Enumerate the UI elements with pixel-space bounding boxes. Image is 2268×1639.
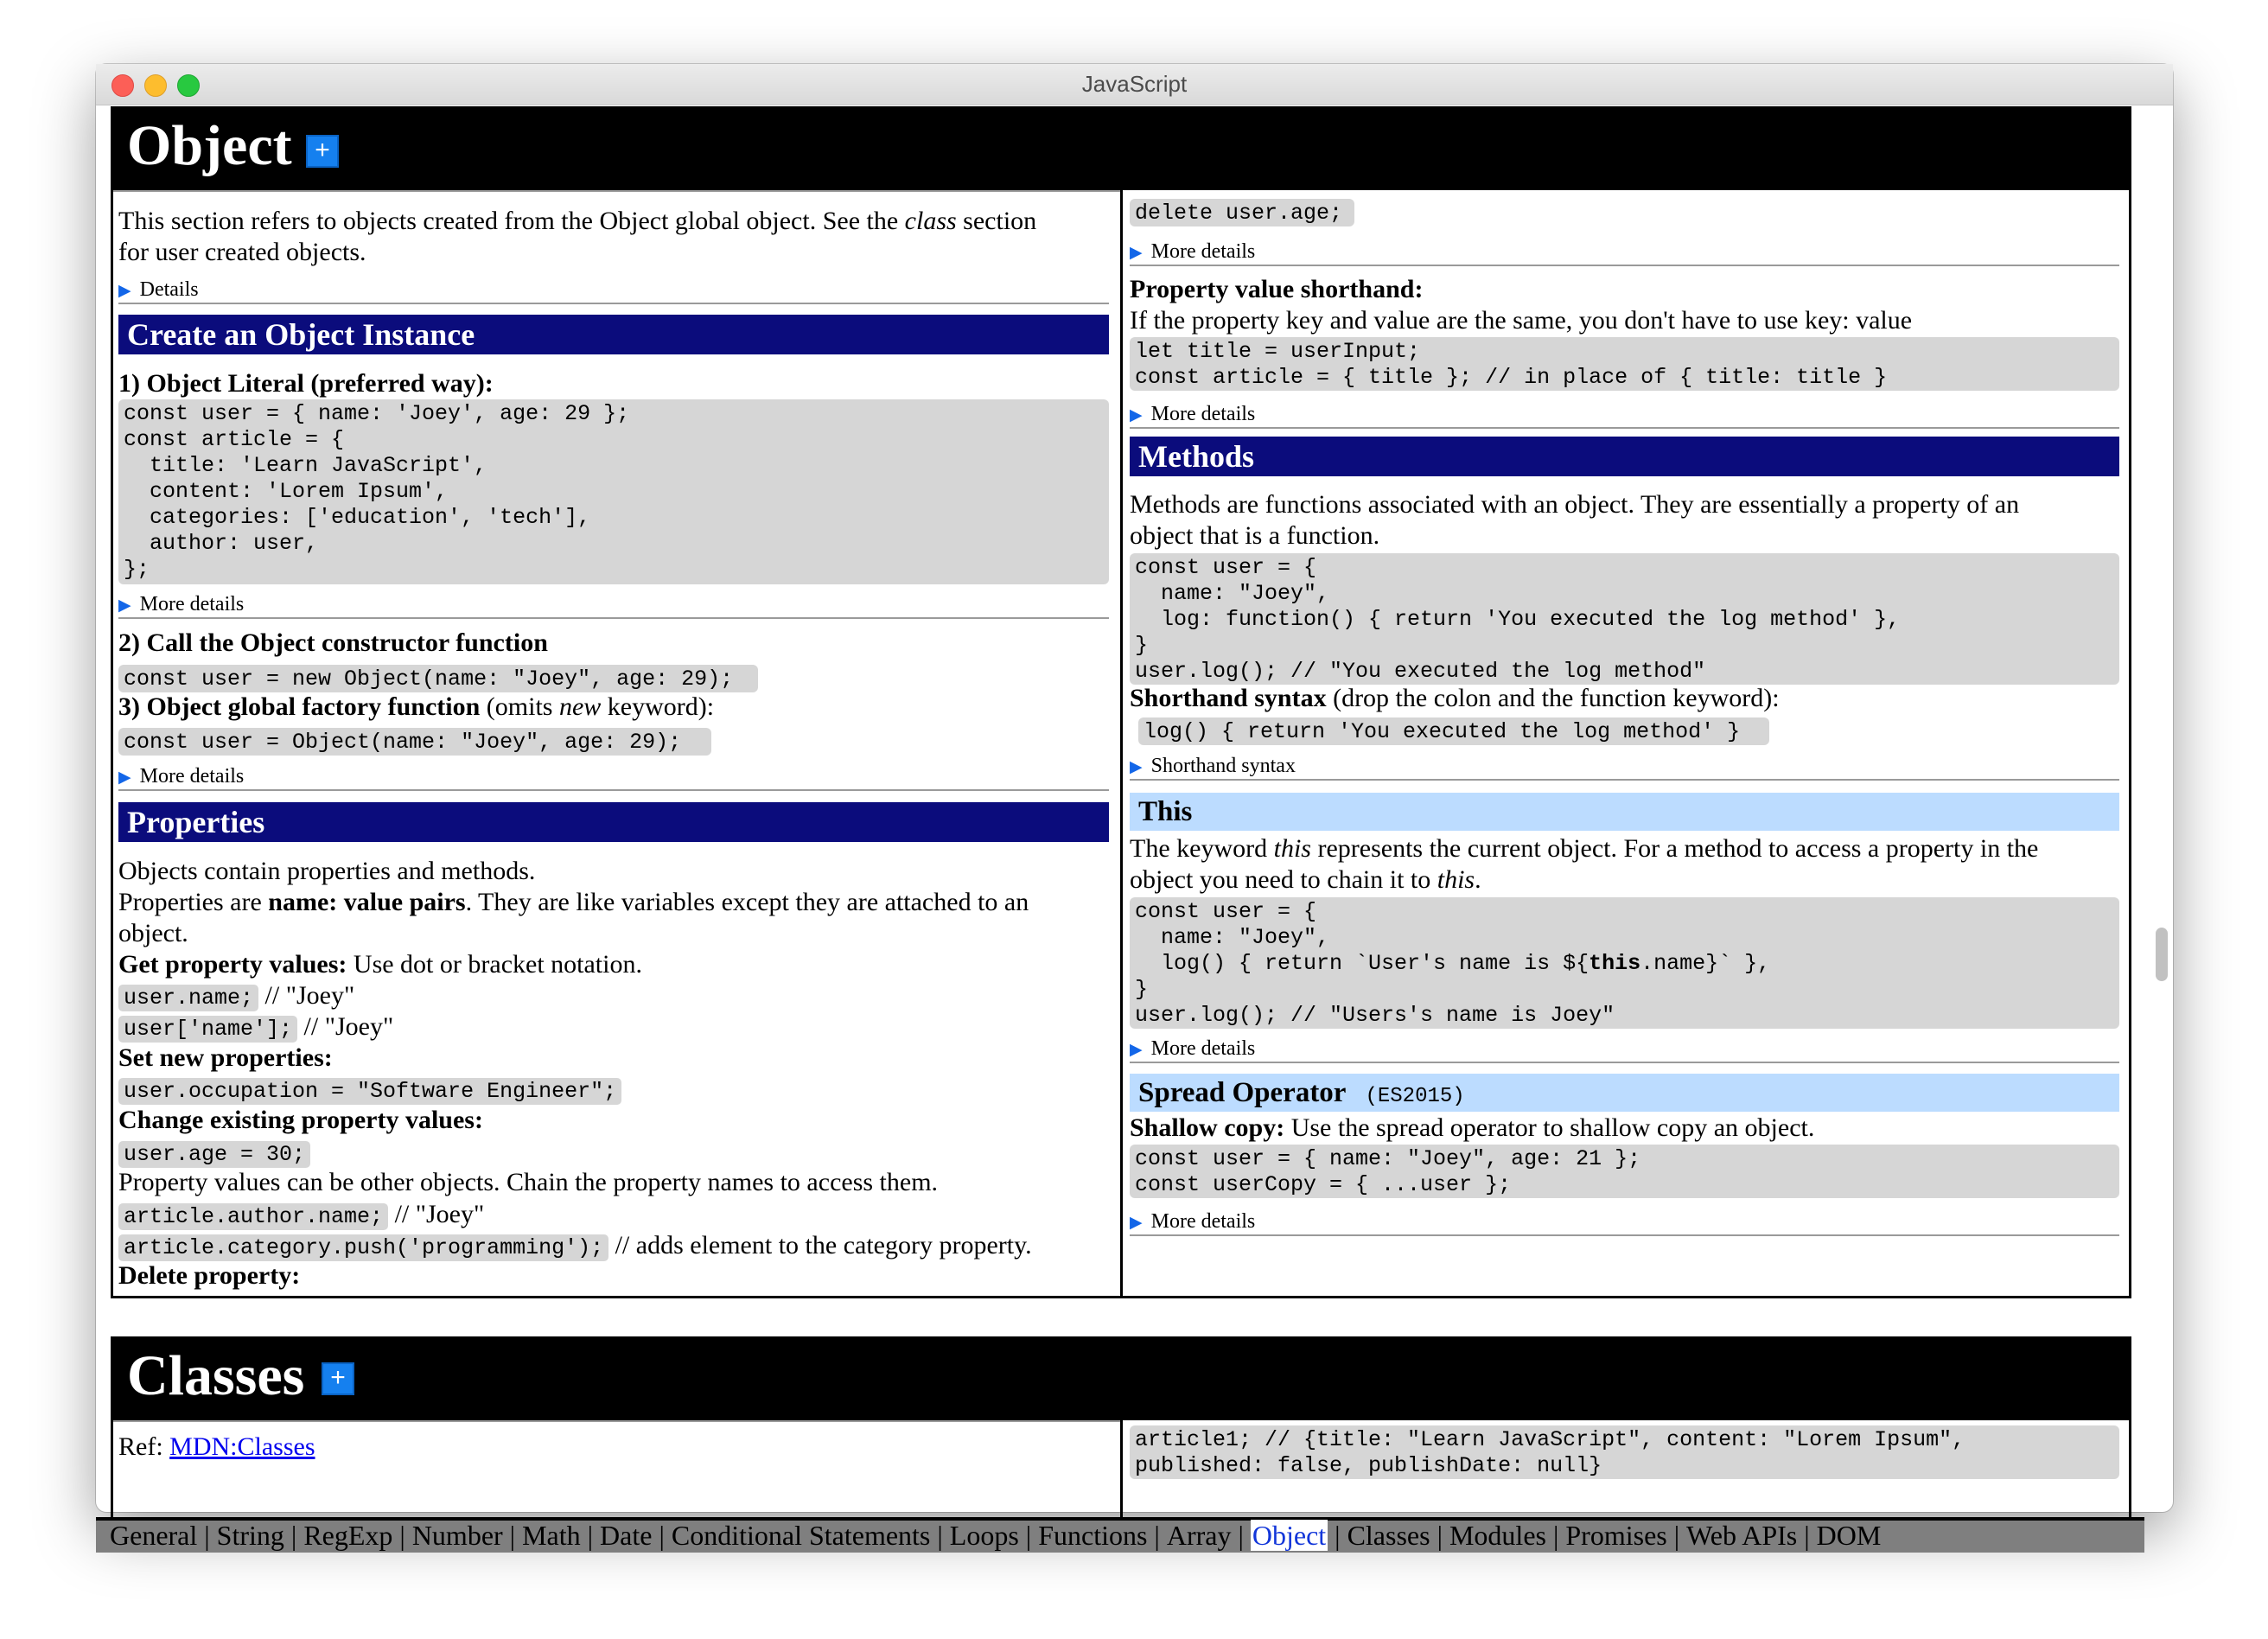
constructor-code: const user = new Object(name: "Joey", age: 29); (118, 665, 758, 692)
more-details-toggle[interactable]: ▶ More details (118, 765, 1109, 791)
nav-separator: | (659, 1520, 665, 1551)
nav-separator: | (1673, 1520, 1680, 1551)
set-example: user.occupation = "Software Engineer"; (118, 1074, 621, 1107)
disclosure-triangle-icon: ▶ (118, 768, 131, 787)
delete-property-heading: Delete property: (118, 1261, 301, 1290)
nav-link-general[interactable]: General (110, 1520, 198, 1551)
nav-separator: | (1154, 1520, 1160, 1551)
object-literal-code: const user = { name: 'Joey', age: 29 }; const article = { title: 'Learn JavaScript', content: 'Lorem Ipsum', categories: ['education', 'tech'], author: user, }; (118, 399, 1109, 584)
nav-link-object[interactable]: Object (1252, 1520, 1327, 1551)
properties-pairs-text-line2: object. (118, 919, 188, 947)
nav-link-web-apis[interactable]: Web APIs (1686, 1520, 1798, 1551)
object-literal-heading: 1) Object Literal (preferred way): (118, 369, 494, 398)
classes-section-panel (111, 1418, 2131, 1521)
factory-code: const user = Object(name: "Joey", age: 29); (118, 728, 711, 756)
nav-link-conditional-statements[interactable]: Conditional Statements (671, 1520, 931, 1551)
change-example: user.age = 30; (118, 1137, 310, 1170)
nav-separator: | (399, 1520, 405, 1551)
nav-separator: | (1335, 1520, 1341, 1551)
nav-separator: | (937, 1520, 943, 1551)
divider (113, 190, 1120, 195)
nav-link-number[interactable]: Number (411, 1520, 503, 1551)
classes-left-column (113, 1420, 1123, 1521)
change-property-heading: Change existing property values: (118, 1106, 483, 1134)
nav-link-regexp[interactable]: RegExp (303, 1520, 393, 1551)
create-object-instance-bar: Create an Object Instance (118, 315, 1109, 354)
this-text-line2: object you need to chain it to this. (1130, 865, 1481, 894)
object-section-title: Object (127, 114, 292, 177)
classes-section-title: Classes (127, 1344, 305, 1407)
disclosure-triangle-icon: ▶ (1130, 406, 1143, 424)
classes-right-column (1123, 1420, 2129, 1521)
title-bar (96, 64, 2173, 105)
divider (113, 1420, 1120, 1425)
details-toggle[interactable]: ▶ Details (118, 278, 1109, 304)
shorthand-text: If the property key and value are the same, you don't have to use key: value (1130, 306, 1913, 335)
factory-heading-line: 3) Object global factory function (omits new keyword): (118, 692, 715, 721)
shorthand-heading: Property value shorthand: (1130, 275, 1424, 303)
shorthand-syntax-code: log() { return 'You executed the log method' } (1138, 717, 1769, 745)
methods-text-line2: object that is a function. (1130, 521, 1380, 550)
chain-example-1: article.author.name; // "Joey" (118, 1199, 484, 1233)
chain-text: Property values can be other objects. Chain the property names to access them. (118, 1168, 939, 1196)
nav-separator: | (290, 1520, 297, 1551)
properties-bar: Properties (118, 802, 1109, 842)
this-code: const user = { name: "Joey", log() { return `User's name is ${this.name}` }, } user.log(); // "Users's name is Joey" (1130, 897, 2119, 1029)
classes-code: article1; // {title: "Learn JavaScript", content: "Lorem Ipsum", published: false, publishDate: null} (1130, 1425, 2119, 1479)
object-left-column (113, 190, 1123, 1296)
nav-separator: | (1025, 1520, 1032, 1551)
intro-text-line2: for user created objects. (118, 238, 366, 266)
shorthand-syntax-details-toggle[interactable]: ▶ Shorthand syntax (1130, 755, 2119, 781)
nav-link-math[interactable]: Math (522, 1520, 581, 1551)
object-section-panel (111, 188, 2131, 1298)
delete-code: delete user.age; (1130, 199, 1354, 226)
classes-section-header (111, 1336, 2131, 1418)
nav-link-loops[interactable]: Loops (949, 1520, 1019, 1551)
chain-example-2: article.category.push('programming'); // adds element to the category property. (118, 1230, 1032, 1264)
more-details-toggle[interactable]: ▶ More details (1130, 240, 2119, 266)
get-property-line: Get property values: Use dot or bracket notation. (118, 950, 642, 979)
nav-separator: | (1804, 1520, 1810, 1551)
set-property-heading: Set new properties: (118, 1043, 333, 1072)
object-section-header (111, 106, 2131, 188)
nav-separator: | (1437, 1520, 1443, 1551)
disclosure-triangle-icon: ▶ (1130, 244, 1143, 262)
spread-operator-bar: Spread Operator (ES2015) (1130, 1074, 2119, 1112)
get-example-1: user.name; // "Joey" (118, 980, 354, 1014)
es2015-tag: (ES2015) (1365, 1085, 1465, 1108)
more-details-toggle[interactable]: ▶ More details (1130, 1037, 2119, 1063)
bottom-navigation-bar (96, 1517, 2144, 1553)
methods-text: Methods are functions associated with an object. They are essentially a property of an (1130, 490, 2020, 519)
nav-link-date[interactable]: Date (600, 1520, 653, 1551)
nav-link-array[interactable]: Array (1166, 1520, 1232, 1551)
nav-separator: | (1238, 1520, 1244, 1551)
get-example-2: user['name']; // "Joey" (118, 1011, 393, 1045)
nav-link-classes[interactable]: Classes (1347, 1520, 1430, 1551)
nav-separator: | (509, 1520, 516, 1551)
intro-text: This section refers to objects created from the Object global object. See the class section (118, 207, 1037, 235)
this-text: The keyword this represents the current object. For a method to access a property in the (1130, 834, 2039, 863)
methods-bar: Methods (1130, 437, 2119, 476)
window-title: JavaScript (1081, 71, 1188, 97)
nav-separator: | (1552, 1520, 1559, 1551)
browser-window (96, 64, 2173, 1551)
classes-ref-line: Ref: MDN:Classes (118, 1432, 315, 1461)
nav-separator: | (204, 1520, 210, 1551)
disclosure-triangle-icon: ▶ (1130, 1214, 1143, 1232)
properties-intro: Objects contain properties and methods. (118, 857, 536, 885)
this-bar: This (1130, 793, 2119, 831)
shallow-copy-line: Shallow copy: Use the spread operator to shallow copy an object. (1130, 1113, 1815, 1142)
disclosure-triangle-icon: ▶ (1130, 1041, 1143, 1059)
shorthand-code: let title = userInput; const article = { title }; // in place of { title: title } (1130, 337, 2119, 391)
nav-link-dom[interactable]: DOM (1816, 1520, 1882, 1551)
vertical-scrollbar-thumb[interactable] (2156, 928, 2168, 981)
classes-expand-button[interactable]: + (322, 1362, 354, 1395)
spread-code: const user = { name: "Joey", age: 21 }; const userCopy = { ...user }; (1130, 1145, 2119, 1198)
constructor-heading: 2) Call the Object constructor function (118, 628, 548, 657)
object-right-column (1123, 190, 2129, 1296)
more-details-toggle[interactable]: ▶ More details (1130, 403, 2119, 429)
more-details-toggle[interactable]: ▶ More details (118, 593, 1109, 619)
disclosure-triangle-icon: ▶ (1130, 758, 1143, 776)
nav-link-functions[interactable]: Functions (1038, 1520, 1148, 1551)
object-expand-button[interactable]: + (306, 135, 339, 168)
mdn-classes-link[interactable]: MDN:Classes (169, 1432, 315, 1461)
properties-pairs-text: Properties are name: value pairs. They are like variables except they are attached to an (118, 888, 1029, 916)
more-details-toggle[interactable]: ▶ More details (1130, 1210, 2119, 1236)
nav-separator: | (587, 1520, 594, 1551)
shorthand-syntax-line: Shorthand syntax (drop the colon and the function keyword): (1130, 684, 1780, 712)
page-content[interactable] (96, 105, 2173, 1551)
nav-link-string[interactable]: String (216, 1520, 284, 1551)
disclosure-triangle-icon: ▶ (118, 596, 131, 615)
nav-link-promises[interactable]: Promises (1565, 1520, 1667, 1551)
nav-link-modules[interactable]: Modules (1449, 1520, 1546, 1551)
methods-code: const user = { name: "Joey", log: function() { return 'You executed the log method' }, } user.log(); // "You executed the log method" (1130, 553, 2119, 685)
disclosure-triangle-icon: ▶ (118, 282, 131, 300)
